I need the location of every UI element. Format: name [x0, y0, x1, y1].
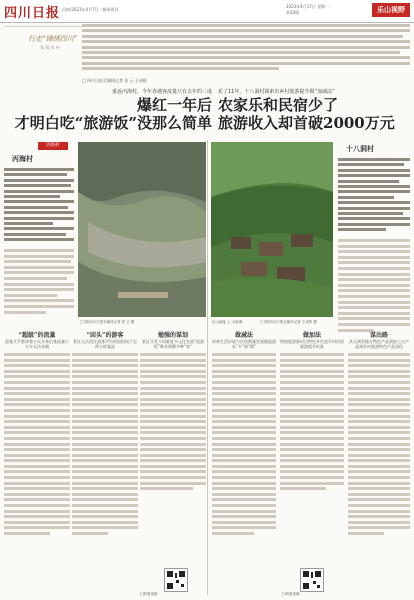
right-sub3	[348, 330, 410, 538]
right-photo-caption: □ 图/四川日报全媒体记者 王成栋 摄	[260, 320, 317, 324]
left-sub1-body	[4, 353, 70, 535]
left-sub3-desc: 景区开发不同难度多元化发展“流游饭”唯有调整多种“家”	[141, 339, 205, 349]
left-sub2-body	[72, 353, 138, 535]
right-lede: 花了11年，十八洞村探索出乡村旅游提升级“加减法”	[218, 89, 335, 95]
issue-date: 2023年4月17日 星期一	[286, 4, 330, 9]
left-photo-caption: □ 图/四川日报全媒体记者 张 云 摄	[80, 320, 135, 324]
left-sidebar-body	[4, 249, 74, 314]
left-sidebar-title: 丙海村	[12, 154, 33, 163]
right-sub1-title: 做减法	[234, 332, 253, 339]
right-sidebar-title: 十八洞村	[346, 144, 374, 153]
right-headline-line1: 农家乐和民宿少了	[218, 96, 339, 114]
right-sub2-body	[280, 353, 344, 490]
left-main-photo	[78, 142, 206, 317]
left-sub2	[72, 330, 138, 538]
right-sub3-desc: 从无到有地方特色产品到加工出产品到乡村旅游特色产品深化	[349, 339, 409, 349]
right-qr-code[interactable]	[300, 568, 324, 592]
right-sub2-desc: 增加旅游新项目特色并打造乡村民宿旅游提升标准	[280, 339, 344, 349]
right-photo-caption-left: 乐山地址 上·大地调	[212, 320, 243, 324]
right-sub3-title: 谋出路	[369, 332, 388, 339]
left-sub3	[140, 330, 206, 493]
intro-paragraph	[82, 24, 410, 76]
column-kicker-sub: 看 看 你 村	[40, 45, 60, 50]
right-sub1-desc: 改善生活环境与民宿数量发展做旅游从“多”到“精”	[212, 339, 276, 349]
left-sub2-title: “回头”的游客	[86, 332, 124, 339]
right-qr-caption: 扫码看视频	[282, 592, 300, 596]
right-sub2-title: 做加法	[302, 332, 321, 339]
right-sub1	[212, 330, 276, 538]
intro-signature: □ 四川日报全媒体记者 张 云 王成栋	[82, 78, 147, 83]
left-headline-line2: 才明白吃“旅游饭”没那么简单	[14, 114, 212, 132]
right-sidebar	[338, 142, 410, 334]
left-sub1-desc: 游客几乎都冲着小火车来后客流量小火车无法承载	[5, 339, 69, 349]
left-headline-line1: 爆红一年后	[136, 96, 212, 114]
left-sub1-title: “超级”的流量	[18, 332, 56, 339]
page-number: 第20版	[286, 10, 300, 15]
left-sub3-body	[140, 353, 206, 490]
left-sub3-title: 勉强的谋划	[157, 332, 188, 339]
left-sidebar-badge: 丙海村	[38, 142, 68, 150]
right-headline-line2: 旅游收入却首破2000万元	[218, 114, 395, 132]
newspaper-logo: 四川日报	[4, 6, 61, 21]
right-main-photo	[211, 142, 333, 317]
right-sub2	[280, 330, 344, 493]
masthead-meta: 河南/2023年4月7日 · 新闻周刊	[62, 7, 119, 12]
left-headline	[6, 96, 212, 132]
center-divider	[207, 140, 208, 595]
section-badge: 乐山视野	[372, 3, 410, 17]
left-lede: 重返丙海村，今年春遇客流量只有去年的三成	[111, 89, 212, 95]
left-qr-code[interactable]	[164, 568, 188, 592]
left-sub2-desc: 景区无法留住游客平均停留时间不足两小时客流	[73, 339, 137, 349]
right-headline	[218, 96, 412, 132]
right-sidebar-facts	[338, 158, 410, 231]
left-sidebar-facts	[4, 168, 74, 241]
right-sub1-body	[212, 353, 276, 535]
right-sidebar-body	[338, 239, 410, 332]
left-sidebar	[4, 142, 74, 316]
left-qr-caption: 扫码看视频	[140, 592, 158, 596]
right-sub3-body	[348, 353, 410, 535]
left-sub1	[4, 330, 70, 538]
column-kicker: 行走“锦绣四川”	[28, 35, 78, 43]
